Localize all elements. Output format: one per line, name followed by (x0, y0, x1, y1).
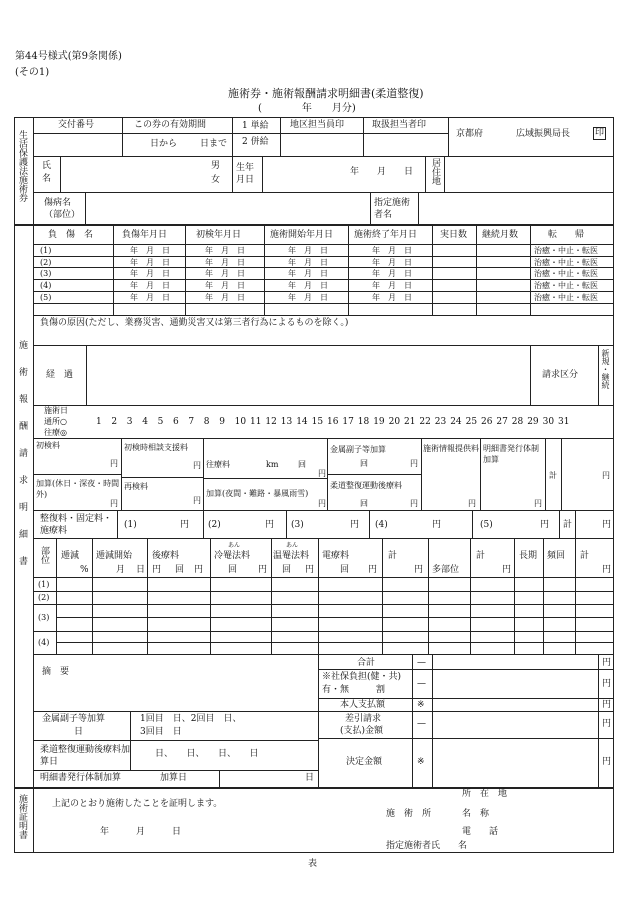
treatment-day-3: 3 (126, 417, 133, 427)
treatment-day-20: 20 (388, 417, 401, 427)
treatment-day-1: 1 (96, 417, 102, 427)
treatment-day-6: 6 (173, 417, 179, 427)
col-first-exam-date: 初検年月日 (196, 230, 242, 240)
self-pay-label: 本人支払額 (340, 700, 386, 710)
clinic-address-label: 所 在 地 (462, 789, 508, 799)
treatment-day-22: 22 (419, 417, 431, 427)
injury-cause: 負傷の原因(ただし、業務災害、通勤災害又は第三者行為によるものを除く。) (40, 318, 349, 328)
designated-clinic-label: 指定施術者名 (374, 198, 411, 220)
sum-label: 合計 (357, 658, 376, 668)
clinic-label: 施 術 所 (386, 809, 432, 819)
diff-claim-label: 差引請求 (345, 714, 382, 724)
combined-benefit: 2 併給 (242, 137, 269, 147)
metal-splint-label: 金属副子等加算 (330, 445, 386, 454)
treatment-day-28: 28 (511, 417, 524, 427)
fees-total-label: 計 (549, 471, 557, 480)
visit-label-2: 通所○ (44, 417, 67, 426)
voucher-side-label: 生活保護法施術券 (17, 130, 27, 202)
visit-fee-label: 往療料 (206, 460, 230, 469)
reduction-start-label: 逓減開始 (96, 551, 133, 561)
progress-label: 経 過 (46, 370, 74, 380)
birth-label: 生年月日 (236, 163, 255, 185)
col-end-date: 施術終了年月日 (354, 230, 418, 240)
treatment-frame (14, 225, 614, 788)
info-fee-label: 施術情報提供料 (423, 444, 479, 453)
col-actual-days: 実日数 (440, 230, 468, 240)
frequency-label: 頻回 (547, 551, 566, 561)
single-benefit: 1 単給 (242, 121, 269, 131)
treatment-day-30: 30 (542, 417, 555, 427)
treatment-day-25: 25 (465, 417, 478, 427)
detail-row-4: (4) (38, 638, 50, 647)
insurance-label: ※社保負担(健・共) (322, 672, 402, 682)
validity-label: この券の有効期間 (134, 120, 207, 130)
statement-add-label: 明細書発行体制加算 (40, 773, 122, 783)
metal-splint-add-label: 金属副子等加算 (42, 714, 106, 724)
certificate-date: 年 月 日 (100, 827, 182, 837)
phone-label: 電 話 (462, 827, 499, 837)
visit-extra-label: 加算(夜間・難路・暴風雨雪) (206, 489, 309, 498)
treatment-day-13: 13 (280, 417, 293, 427)
treatment-day-16: 16 (327, 417, 339, 427)
treatment-day-18: 18 (357, 417, 370, 427)
multi-part-label: 多部位 (432, 565, 460, 575)
treatment-day-21: 21 (404, 417, 416, 427)
visit-label-3: 往療◎ (44, 428, 67, 437)
treatment-day-7: 7 (188, 417, 195, 427)
treatment-day-14: 14 (296, 417, 308, 427)
judo-dates: 日、 日、 日、 日 (155, 749, 259, 759)
treatment-day-11: 11 (250, 417, 262, 427)
treatment-day-15: 15 (311, 417, 324, 427)
prefecture: 京都府 (456, 129, 484, 139)
treatment-day-9: 9 (219, 417, 225, 427)
extra-time-label: 加算(休日・深夜・時間外) (36, 479, 120, 499)
certificate-frame (14, 788, 614, 853)
judo-add-label: 柔道整復運動後療料加算日 (40, 745, 131, 767)
validity-from: 日から (150, 139, 178, 149)
new-continuing: 新規・継続 (601, 349, 610, 389)
reduction-label: 逓減 (61, 551, 80, 561)
treatment-day-24: 24 (450, 417, 462, 427)
page-title: 施術券・施術報酬請求明細書(柔道整復) (228, 87, 424, 100)
treatment-day-17: 17 (342, 417, 354, 427)
treatment-day-27: 27 (496, 417, 508, 427)
billing-period: ( 年 月分) (258, 103, 356, 114)
re-exam-label: 再検料 (124, 482, 148, 491)
treatment-day-31: 31 (558, 417, 570, 427)
statement-fee-label: 明細書発行体制加算 (483, 444, 539, 464)
part-label: 部位 (39, 546, 49, 564)
detail-row-1: (1) (38, 580, 50, 589)
treatment-day-10: 10 (234, 417, 247, 427)
treatment-day-2: 2 (111, 417, 118, 427)
sex-female: 女 (211, 175, 221, 185)
treatment-day-19: 19 (373, 417, 385, 427)
splint-dates: 1回目 日、2回目 日、 (140, 714, 242, 724)
practitioner-label: 指定施術者氏 名 (386, 841, 468, 851)
setting-fee-label: 整復料・固定料・施療料 (40, 514, 113, 536)
clinic-name-label: 名 称 (462, 809, 490, 819)
initial-fee-label: 初検料 (36, 441, 60, 450)
bureau: 広域振興局長 (516, 129, 571, 139)
form-number: 第44号様式(第9条関係) (15, 51, 122, 62)
judo-exercise-label: 柔道整復運動後療料 (330, 481, 402, 490)
col-injury-name: 負 傷 名 (48, 230, 94, 240)
subtotal-label: 計 (388, 551, 398, 561)
bureau-seal-box: 印 (595, 128, 605, 138)
sex-male: 男 (211, 161, 221, 171)
treatment-side-label: 施術報酬請求明細書 (17, 340, 27, 583)
warm-compress-label: 温罨法料 (273, 551, 310, 561)
col-start-date: 施術開始年月日 (270, 230, 334, 240)
residence-label: 居住地 (430, 158, 440, 185)
certificate-statement: 上記のとおり施術したことを証明します。 (52, 799, 223, 809)
col-outcome: 転 帰 (548, 230, 585, 240)
injury-label: 傷病名（部位） (44, 198, 81, 220)
form-part: (その1) (15, 67, 50, 78)
col-injury-date: 負傷年月日 (122, 230, 168, 240)
treatment-day-4: 4 (142, 417, 148, 427)
birth-date: 年 月 日 (350, 167, 414, 177)
certificate-side-label: 施術証明書 (17, 794, 27, 839)
treatment-day-12: 12 (265, 417, 277, 427)
detail-row-2: (2) (38, 593, 50, 602)
front-side-label: 表 (308, 859, 318, 869)
handling-officer-seal: 取扱担当者印 (372, 120, 427, 130)
treatment-day-8: 8 (203, 417, 210, 427)
summary-label: 摘 要 (42, 667, 70, 677)
treatment-day-29: 29 (527, 417, 539, 427)
treatment-day-23: 23 (434, 417, 447, 427)
after-fee-label: 後療料 (152, 551, 180, 561)
final-amount-label: 決定金額 (346, 757, 383, 767)
visit-label-1: 施術日 (44, 406, 68, 415)
treatment-day-26: 26 (481, 417, 493, 427)
validity-until: 日まで (200, 139, 228, 149)
treatment-day-5: 5 (157, 417, 164, 427)
issue-number-label: 交付番号 (58, 120, 95, 130)
name-label: 氏名 (40, 160, 50, 186)
initial-consult-label: 初検時相談支援料 (124, 443, 188, 452)
detail-row-3: (3) (38, 613, 50, 622)
col-months: 継続月数 (482, 230, 519, 240)
cold-compress-label: 冷罨法料 (214, 551, 251, 561)
long-term-label: 長期 (519, 551, 538, 561)
claim-type-label: 請求区分 (542, 370, 579, 380)
electric-label: 電療料 (322, 551, 350, 561)
district-officer-seal: 地区担当員印 (290, 120, 345, 130)
